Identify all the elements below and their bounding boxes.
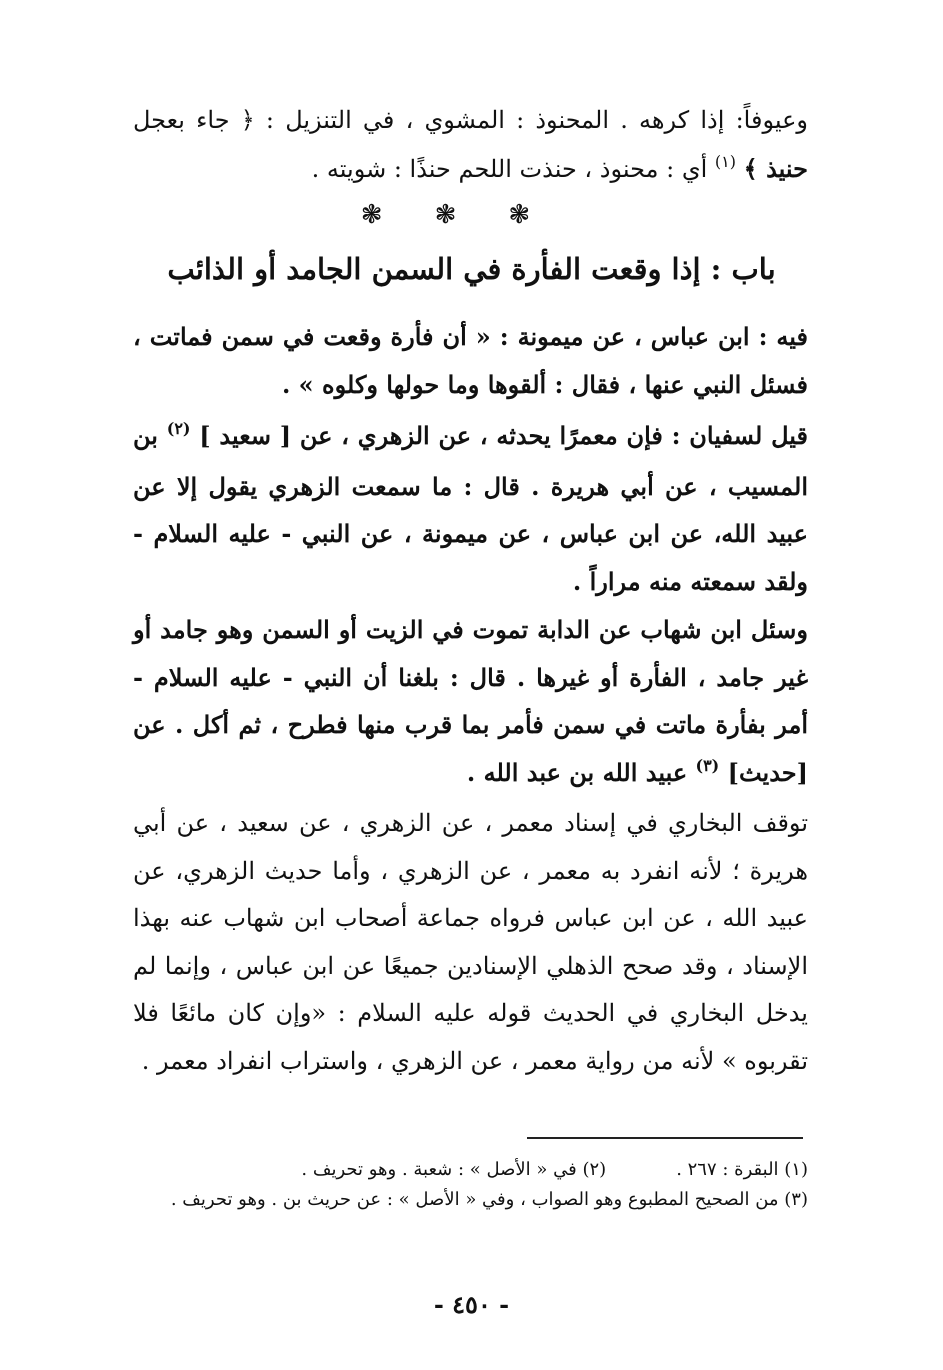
paragraph-3	[133, 606, 808, 799]
footnotes	[133, 1155, 808, 1215]
footnote-ref-2: (٢)	[166, 419, 191, 438]
footnote-2: (٢) في « الأصل » : شعبة . وهو تحريف .	[301, 1159, 607, 1180]
intro-line2: أي : محنوذ ، حنذت اللحم حنذًا : شويته .	[311, 154, 708, 183]
paragraph-2-rest: بن المسيب ، عن أبي هريرة . قال : ما سمعت الزهري يقول إلا عن عبيد الله، عن ابن عباس ، عن ميمونة ، عن النبي - عليه السلام - ولقد سمعته منه مراراً .	[133, 421, 808, 596]
footnote-ref-3: (٣)	[695, 755, 720, 775]
footnote-divider	[527, 1137, 803, 1139]
paragraph-2-start: قيل لسفيان : فإن معمرًا يحدثه ، عن الزهري ، عن [ سعيد ]	[199, 421, 809, 450]
footnote-ref-1: (١)	[714, 151, 737, 171]
paragraph-2	[133, 412, 808, 605]
separator-star: ❃	[360, 200, 435, 230]
intro-paragraph	[133, 97, 808, 195]
quran-quote: حنيذ ﴾	[743, 153, 808, 183]
page-number: - ٤٥٠ -	[433, 1290, 510, 1319]
footnote-1: (١) البقرة : ٢٦٧ .	[676, 1159, 808, 1180]
paragraph-4: توقف البخاري في إسناد معمر ، عن الزهري ، عن سعيد ، عن أبي هريرة ؛ لأنه انفرد به معمر ، عن الزهري ، وأما حديث الزهري، عن عبيد الله ، عن ابن عباس فرواه جماعة أصحاب ابن شهاب عنه بهذا الإسناد ، وقد صحح الذهلي الإسنادين جميعًا عن ابن عباس ، وإنما لم يدخل البخاري في الحديث قوله عليه السلام : «وإن كان مائعًا فلا تقربوه » لأنه من رواية معمر ، عن الزهري ، واستراب انفراد معمر .	[133, 809, 808, 1075]
footnote-row	[133, 1155, 808, 1185]
footnote-3: (٣) من الصحيح المطبوع وهو الصواب ، وفي « الأصل » : عن حريث بن . وهو تحريف .	[170, 1189, 808, 1210]
section-separator	[0, 200, 943, 230]
paragraph-1: فيه : ابن عباس ، عن ميمونة : « أن فأرة وقعت في سمن فماتت ، فسئل النبي عنها ، فقال : ألقوها وما حولها وكلوه » .	[133, 322, 808, 399]
paragraph-3-start: وسئل ابن شهاب عن الدابة تموت في الزيت أو السمن وهو جامد أو غير جامد ، الفأرة أو غيرها . قال : بلغنا أن النبي - عليه السلام - أمر بفأرة ماتت في سمن فأمر بما قرب منها فطرح ، ثم أكل . عن [حديث]	[133, 615, 808, 787]
paragraph-3-rest: عبيد الله بن عبد الله .	[466, 757, 688, 787]
separator-star: ❃	[508, 200, 583, 230]
separator-star: ❃	[434, 200, 509, 230]
intro-line1: وعيوفاً: إذا كرهه . المحنوذ : المشوي ، في التنزيل : ﴿ جاء بعجل	[133, 106, 808, 134]
chapter-title: باب : إذا وقعت الفأرة في السمن الجامد أو الذائب	[167, 252, 776, 286]
